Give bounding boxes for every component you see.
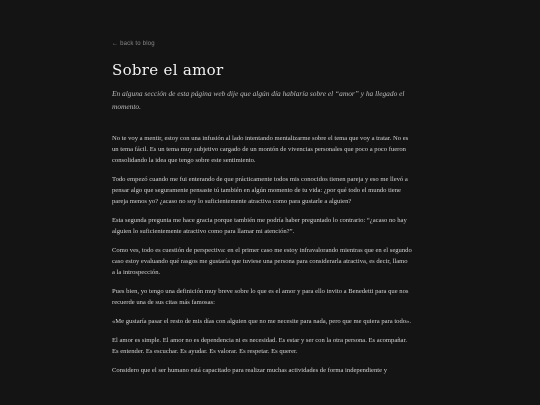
paragraph: El amor es simple. El amor no es dependencia ni es necesidad. Es estar y ser con la otra persona. Es acompañar. Es entender. Es escuchar. Es ayudar. Es valorar. Es respetar. Es querer. [112, 337, 407, 355]
paragraph: No te voy a mentir, estoy con una infusión al lado intentando mentalizarme sobre el tema que voy a tratar. No es un tema fácil. Es un tema muy subjetivo cargado de un montón de vivencias personales que poco a poco fueron consolidando la idea que tengo sobre este sentimiento. [112, 135, 409, 164]
back-to-blog-link[interactable]: ← back to blog [112, 41, 155, 47]
paragraph: Todo empezó cuando me fui enterando de que prácticamente todos mis conocidos tienen pareja y eso me llevó a pensar algo que seguramente pensaste tú también en algún momento de tu vida: ¿por qué todo el mundo tiene pareja menos yo? ¿acaso no soy lo suficientemente atractiva como para gustarle a alguien? [112, 176, 408, 205]
paragraph: Pues bien, yo tengo una definición muy breve sobre lo que es el amor y para ello invito a Benedetti para que nos recuerde una de sus citas más famosas: [112, 288, 409, 306]
paragraph: Esta segunda pregunta me hace gracia porque también me podría haber preguntado lo contrario: “¿acaso no hay alguien lo suficientemente atractivo como para llamar mi atención?”. [112, 217, 407, 235]
quote-paragraph: «Me gustaría pasar el resto de mis días con alguien que no me necesite para nada, pero que me quiera para todo». [112, 318, 411, 325]
post-content [112, 133, 412, 376]
paragraph: Como ves, todo es cuestión de perspectiva: en el primer caso me estoy infravalorando mientras que en el segundo caso estoy evaluando qué rasgos me gustaría que tuviese una persona para considerarla atractiva, es decir, llamo a la introspección. [112, 247, 412, 276]
blog-post [112, 40, 412, 384]
post-subtitle: En alguna sección de esta página web dije que algún día hablaría sobre el “amor” y ha llegado el momento. [112, 89, 405, 111]
post-title: Sobre el amor [112, 61, 224, 79]
paragraph: Considero que el ser humano está capacitado para realizar muchas actividades de forma independiente y [112, 367, 387, 374]
